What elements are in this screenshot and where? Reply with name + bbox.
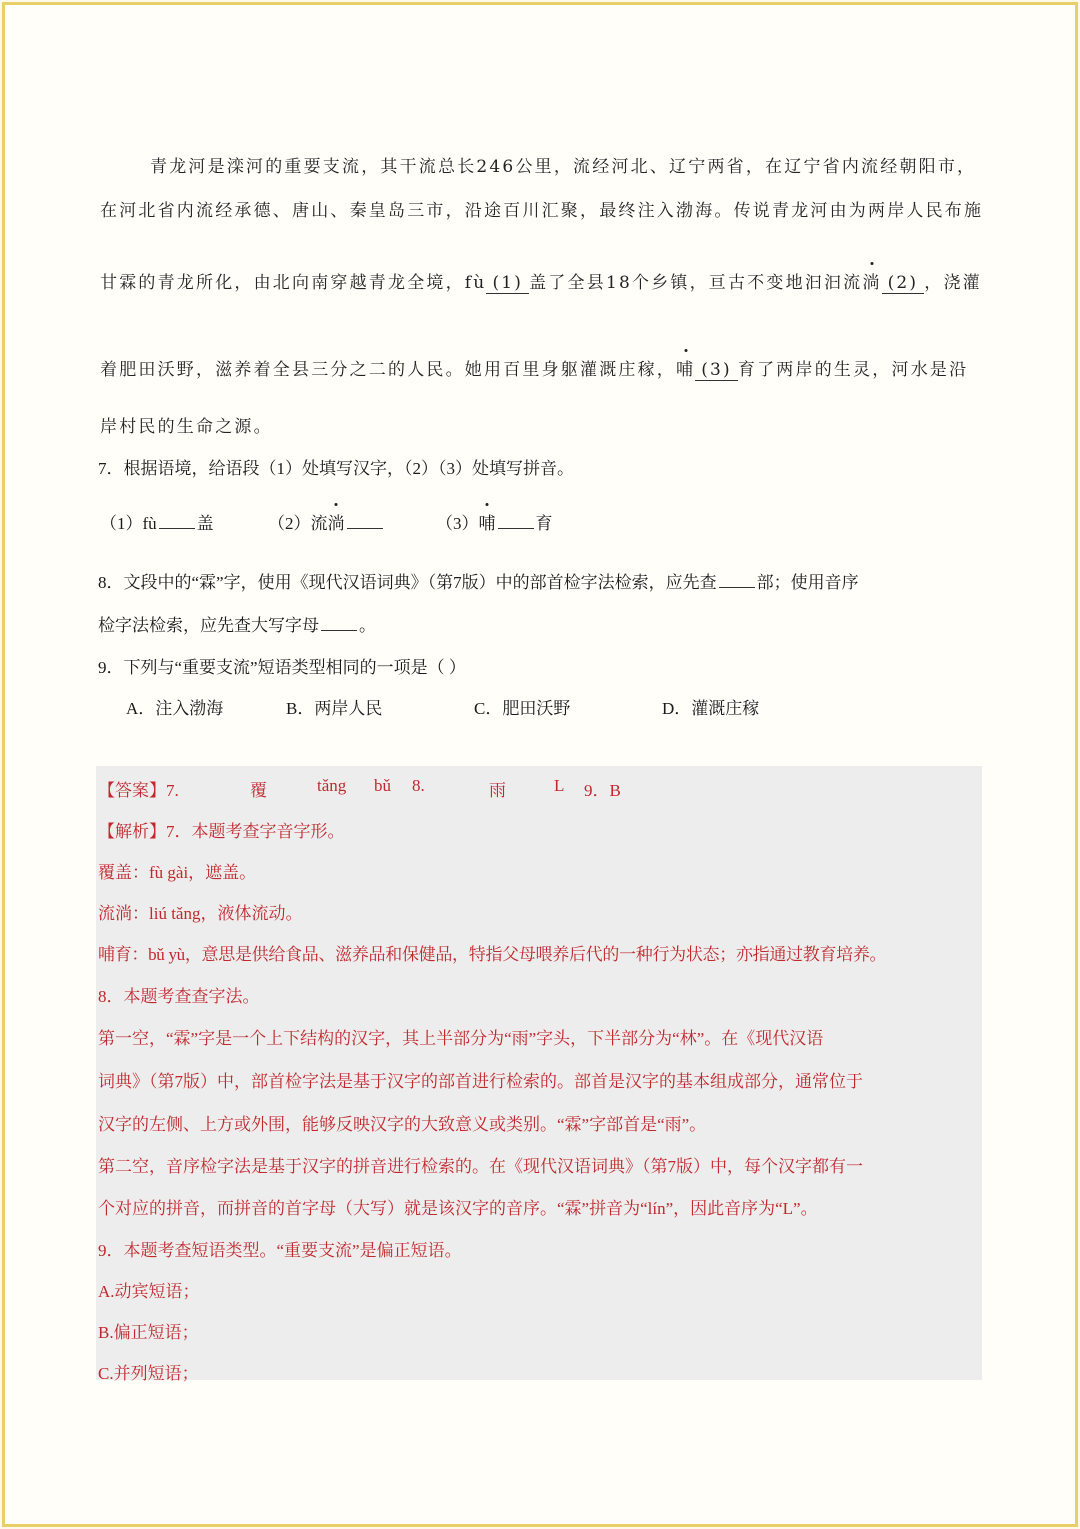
option-d: D．灌溉庄稼	[662, 699, 760, 718]
analysis-line-4: 哺育：bǔ yù，意思是供给食品、滋养品和保健品，特指父母喂养后代的一种行为状态；亦指通过教育培养。	[98, 945, 887, 964]
analysis-line-3: 流淌：liú tǎng，液体流动。	[98, 904, 303, 923]
blank-3: (3)	[695, 361, 738, 381]
analysis-line-2: 覆盖：fù gài，遮盖。	[98, 863, 257, 882]
answer-9: 9．B	[584, 781, 621, 800]
passage-line-1: 青龙河是滦河的重要支流，其干流总长246公里，流经河北、辽宁两省，在辽宁省内流经朝阳市，	[150, 157, 977, 177]
question-7: 7．根据语境，给语段（1）处填写汉字，（2）（3）处填写拼音。	[98, 459, 574, 478]
answer-7-3: bǔ	[374, 776, 391, 795]
passage-line-4: 着肥田沃野，滋养着全县三分之二的人民。她用百里身躯灌溉庄稼，哺 (3) 育了两岸的生灵，河水是沿	[100, 355, 990, 381]
analysis-line-12: A.动宾短语；	[98, 1282, 200, 1301]
analysis-line-13: B.偏正短语；	[98, 1323, 199, 1342]
question-9: 9．下列与“重要支流”短语类型相同的一项是（ ）	[98, 658, 466, 677]
blank-1: (1)	[486, 274, 529, 294]
question-7-item-2: （2）流淌	[268, 509, 385, 534]
analysis-line-7: 词典》（第7版）中，部首检字法是基于汉字的部首进行检索的。部首是汉字的基本组成部分，通常位于	[98, 1072, 863, 1091]
answer-7-2: tǎng	[317, 776, 347, 795]
question-8-line-1: 8．文段中的“霖”字，使用《现代汉语词典》（第7版）中的部首检字法检索，应先查 部；使用音序	[98, 573, 859, 592]
option-c: C．肥田沃野	[474, 699, 571, 718]
analysis-line-1: 【解析】7．本题考查字音字形。	[98, 822, 345, 841]
analysis-line-11: 9．本题考查短语类型。“重要支流”是偏正短语。	[98, 1241, 462, 1260]
analysis-line-8: 汉字的左侧、上方或外围，能够反映汉字的大致意义或类别。“霖”字部首是“雨”。	[98, 1115, 707, 1134]
analysis-line-5: 8．本题考查查字法。	[98, 987, 260, 1006]
question-7-item-3: （3）哺 育	[436, 509, 553, 534]
analysis-line-6: 第一空，“霖”字是一个上下结构的汉字，其上半部分为“雨”字头，下半部分为“林”。在《现代汉语	[98, 1029, 824, 1048]
answer-8-2: L	[554, 776, 565, 795]
answer-7-1: 覆	[250, 781, 267, 800]
analysis-line-10: 个对应的拼音，而拼音的首字母（大写）就是该汉字的音序。“霖”拼音为“lín”，因此音序为“L”。	[98, 1199, 818, 1218]
analysis-line-9: 第二空，音序检字法是基于汉字的拼音进行检索的。在《现代汉语词典》（第7版）中，每个汉字都有一	[98, 1157, 863, 1176]
answer-8-1: 雨	[489, 781, 506, 800]
blank-2: (2)	[882, 274, 925, 294]
passage-line-3: 甘霖的青龙所化，由北向南穿越青龙全境，fù (1) 盖了全县18个乡镇，亘古不变地汩汩流淌 (2) ，浇灌	[100, 268, 990, 294]
question-7-item-1: （1）fù 盖	[100, 514, 214, 533]
emphasis-char-bu: 哺	[676, 355, 695, 380]
option-a: A．注入渤海	[126, 699, 224, 718]
question-8-line-2: 检字法检索，应先查大写字母 。	[98, 616, 376, 635]
answer-label: 【答案】7.	[98, 781, 179, 800]
option-b: B．两岸人民	[286, 699, 383, 718]
passage-line-5: 岸村民的生命之源。	[100, 417, 273, 437]
answer-8-label: 8.	[412, 776, 425, 795]
emphasis-char-tang: 淌	[862, 268, 881, 293]
passage-line-2: 在河北省内流经承德、唐山、秦皇岛三市，沿途百川汇聚，最终注入渤海。传说青龙河由为两岸人民布施	[100, 201, 984, 221]
analysis-line-14: C.并列短语；	[98, 1364, 199, 1383]
